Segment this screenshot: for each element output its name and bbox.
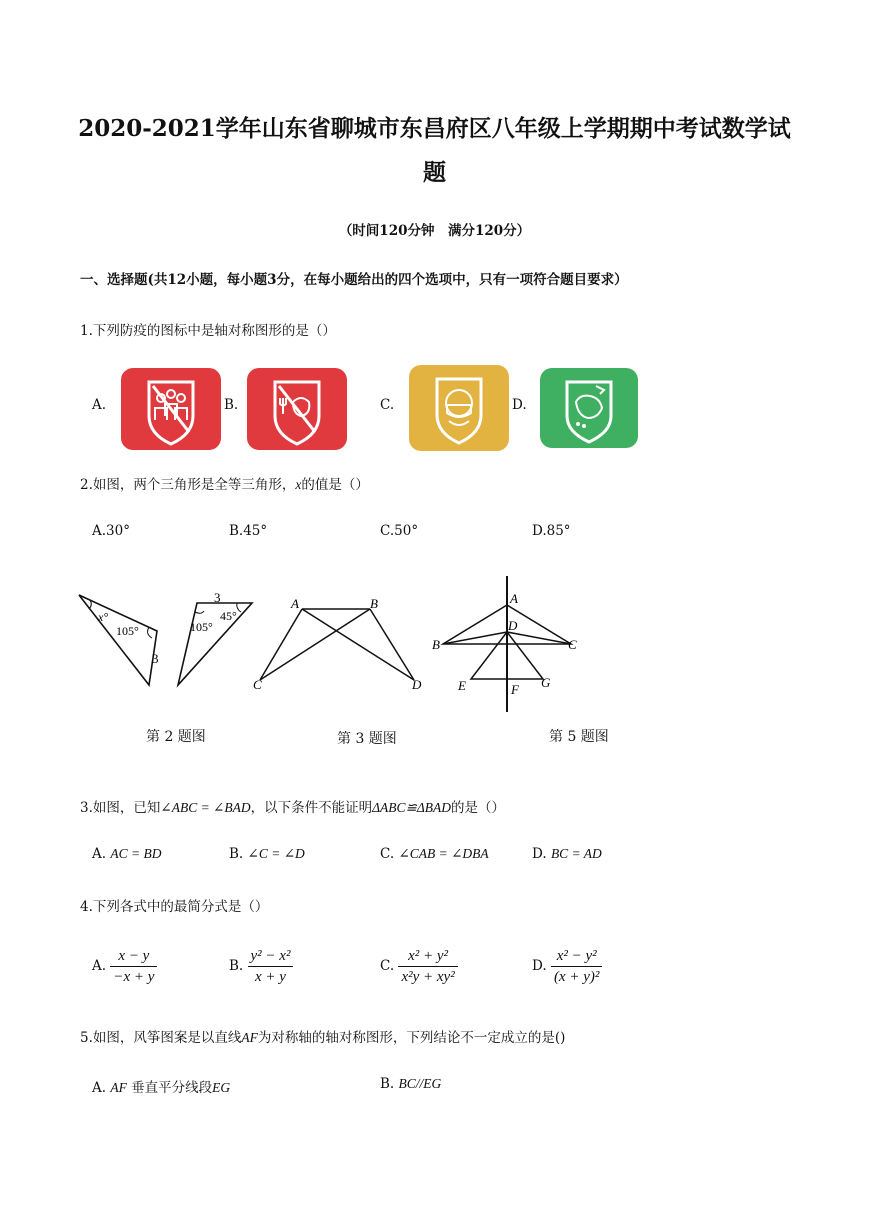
- q4-option-d: D. $\frac{\text{x² − y²}}{\text{(x + y)²}}$: [532, 946, 602, 987]
- triangle-left: [79, 595, 157, 685]
- question-1-stem: 1.下列防疫的图标中是轴对称图形的是（）: [80, 323, 336, 339]
- figure-caption-q5: 第 5 题图: [549, 729, 609, 745]
- figure-q5-kite: [428, 572, 588, 714]
- water-drop-icon: [582, 424, 586, 428]
- figure-caption-q2: 第 2 题图: [146, 729, 206, 745]
- q4-option-a: A. $\frac{x - y}{-x + y}$: [92, 946, 157, 987]
- page-title-line1: 2020-2021学年山东省聊城市东昌府区八年级上学期期中考试数学试: [78, 115, 791, 142]
- label-side-3-left: 3: [152, 651, 159, 666]
- figure-q2-triangles: [70, 585, 260, 695]
- page-title-line2: 题: [423, 159, 446, 186]
- fraction-d: $\frac{\text{x² − y²}}{\text{(x + y)²}}$: [551, 946, 602, 987]
- section-heading: 一、选择题(共12小题，每小题3分，在每小题给出的四个选项中，只有一项符合题目要求）: [80, 272, 628, 288]
- label-angle-105-left: 105°: [116, 624, 139, 638]
- label-angle-45: 45°: [220, 609, 237, 623]
- label-c: C: [568, 637, 577, 652]
- question-3-stem: 3.如图，已知∠ABC = ∠BAD，以下条件不能证明ΔABC≌ΔBAD的是（）: [80, 800, 506, 816]
- q1-option-a-label: A.: [92, 397, 107, 413]
- figure-q3-quadrilateral: [248, 592, 433, 697]
- segment-ad: [302, 609, 414, 680]
- q4-option-c: C. $\frac{\text{x² + y²}}{\text{x²y + xy²}}$: [380, 946, 458, 987]
- label-side-3-right: 3: [214, 590, 221, 605]
- label-e: E: [458, 678, 466, 693]
- fraction-a: $\frac{x - y}{-x + y}$: [110, 946, 157, 987]
- angle-arc: [195, 611, 204, 613]
- label-b: B: [370, 596, 378, 611]
- q2-option-c: C.50°: [380, 523, 419, 539]
- angle-arc: [237, 603, 241, 612]
- q5-option-a: A. AF 垂直平分线段EG: [92, 1080, 231, 1096]
- icon-d-background: [540, 368, 638, 448]
- q3-option-b: B. ∠C = ∠D: [229, 846, 305, 862]
- segment-bd: [370, 609, 414, 680]
- icon-d-wash-hands: [540, 368, 638, 448]
- label-f: F: [511, 682, 519, 697]
- q2-option-a: A.30°: [92, 523, 130, 539]
- label-angle-x: x°: [98, 610, 109, 624]
- q3-option-d: D. BC = AD: [532, 846, 602, 862]
- label-c: C: [253, 677, 262, 692]
- q3-option-a: A. AC = BD: [92, 846, 162, 862]
- segment-ac: [260, 609, 302, 680]
- label-angle-105-right: 105°: [190, 620, 213, 634]
- q3-option-c: C. ∠CAB = ∠DBA: [380, 846, 489, 862]
- fraction-b: $\frac{\text{y² − x²}}{x + y}$: [248, 946, 294, 987]
- label-b: B: [432, 637, 440, 652]
- q2-option-b: B.45°: [229, 523, 268, 539]
- segment-bc: [260, 609, 370, 680]
- label-a: A: [291, 596, 299, 611]
- water-drop-icon: [576, 422, 580, 426]
- q2-option-d: D.85°: [532, 523, 571, 539]
- label-d: D: [508, 618, 518, 633]
- q1-option-b-label: B.: [224, 397, 239, 413]
- fraction-c: $\frac{\text{x² + y²}}{\text{x²y + xy²}}$: [398, 946, 457, 987]
- q1-option-d-label: D.: [512, 397, 527, 413]
- label-a: A: [510, 591, 518, 606]
- figure-caption-q3: 第 3 题图: [337, 731, 397, 747]
- exam-info: （时间120分钟 满分120分）: [338, 223, 531, 239]
- q4-option-b: B. $\frac{\text{y² − x²}}{x + y}$: [229, 946, 293, 987]
- triangle-right: [178, 603, 252, 685]
- question-2-stem: 2.如图，两个三角形是全等三角形，x的值是（）: [80, 477, 369, 493]
- icon-b-no-wild-animals: [247, 368, 347, 450]
- q5-option-b: B. BC//EG: [380, 1076, 442, 1092]
- question-4-stem: 4.下列各式中的最简分式是（）: [80, 899, 269, 915]
- question-5-stem: 5.如图，风筝图案是以直线AF为对称轴的轴对称图形，下列结论不一定成立的是(): [80, 1030, 566, 1046]
- icon-a-no-crowd: [121, 368, 221, 450]
- label-d: D: [412, 677, 422, 692]
- label-g: G: [541, 675, 551, 690]
- q1-option-c-label: C.: [380, 397, 395, 413]
- icon-c-wear-mask: [409, 365, 509, 451]
